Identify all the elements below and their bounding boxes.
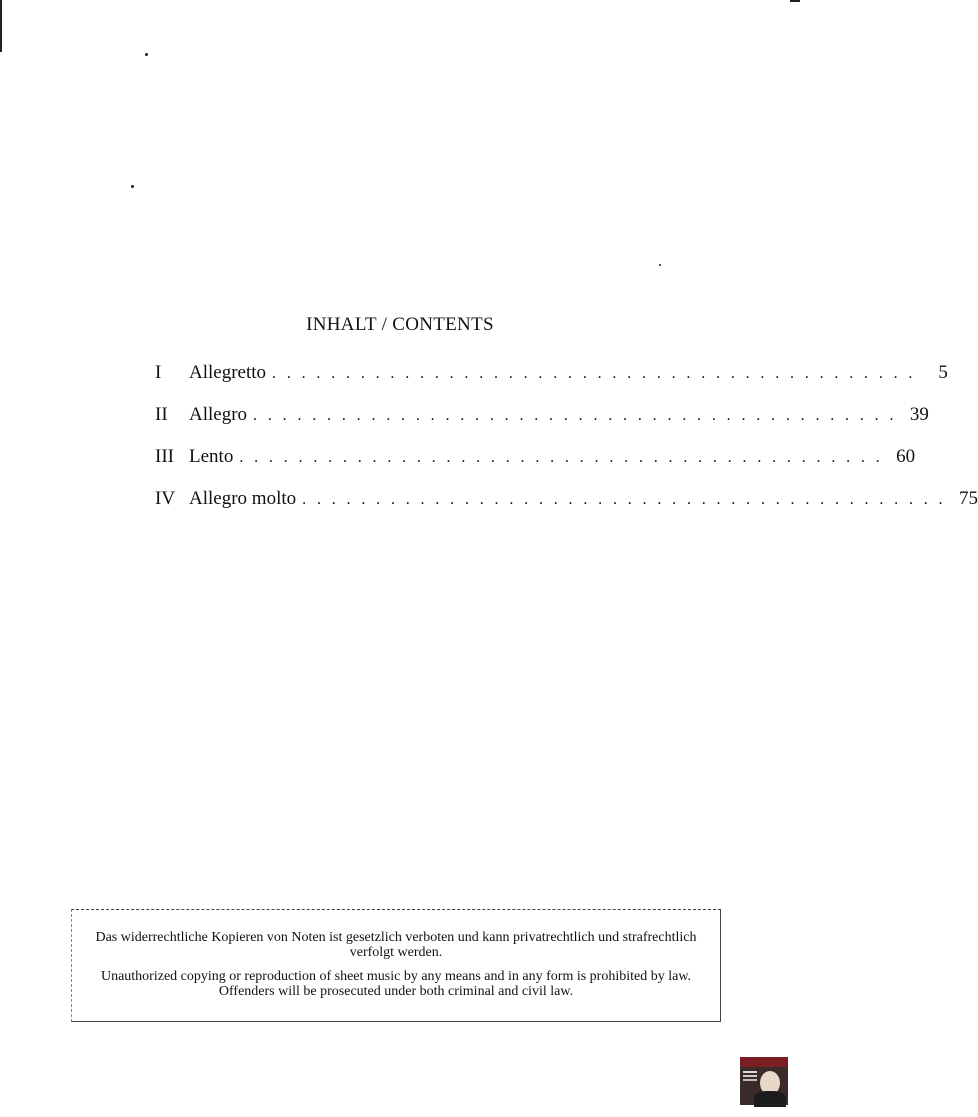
toc-row [155, 404, 929, 446]
copyright-notice [71, 909, 721, 1022]
movement-title: Allegro [189, 404, 248, 425]
scan-speck [145, 53, 148, 56]
toc-row [155, 488, 978, 530]
page-number: 39 [909, 404, 929, 425]
table-of-contents [155, 362, 978, 530]
scan-corner-mark [790, 0, 800, 2]
dot-leader: . . . . . . . . . . . . . . . . . . . . . . . . . . . . . . . . . . . . . . . . . . . . [302, 491, 946, 508]
toc-row [155, 446, 916, 488]
page-title: INHALT / CONTENTS [306, 314, 494, 335]
scan-speck [131, 185, 134, 188]
dot-leader: . . . . . . . . . . . . . . . . . . . . . . . . . . . . . . . . . . . . . . . . . . . . [239, 449, 884, 466]
portrait-body [754, 1091, 786, 1107]
notice-english: Unauthorized copying or reproduction of sheet music by any means and in any form is prohibited by law. Offenders will be prosecuted under both criminal and civil law. [100, 969, 692, 999]
toc-row [155, 362, 948, 404]
movement-title: Lento [189, 446, 234, 467]
scan-speck [659, 264, 661, 266]
dot-leader: . . . . . . . . . . . . . . . . . . . . . . . . . . . . . . . . . . . . . . . . . . . . [253, 407, 897, 424]
movement-title: Allegro molto [189, 488, 297, 509]
movement-number: I [155, 362, 162, 383]
cover-thumbnail [740, 1057, 788, 1105]
page-number: 60 [896, 446, 916, 467]
movement-number: IV [155, 488, 176, 509]
movement-number: III [155, 446, 174, 467]
movement-number: II [155, 404, 168, 425]
thumbnail-band [740, 1057, 788, 1067]
page-number: 75 [958, 488, 978, 509]
notice-german: Das widerrechtliche Kopieren von Noten ist gesetzlich verboten und kann privatrechtlich und strafrechtlich verfolgt werden. [95, 930, 697, 960]
page-number: 5 [938, 362, 948, 383]
thumbnail-text-lines [743, 1071, 757, 1073]
movement-title: Allegretto [189, 362, 267, 383]
dot-leader: . . . . . . . . . . . . . . . . . . . . . . . . . . . . . . . . . . . . . . . . . . . . [272, 365, 916, 382]
scan-edge-mark [0, 0, 2, 52]
